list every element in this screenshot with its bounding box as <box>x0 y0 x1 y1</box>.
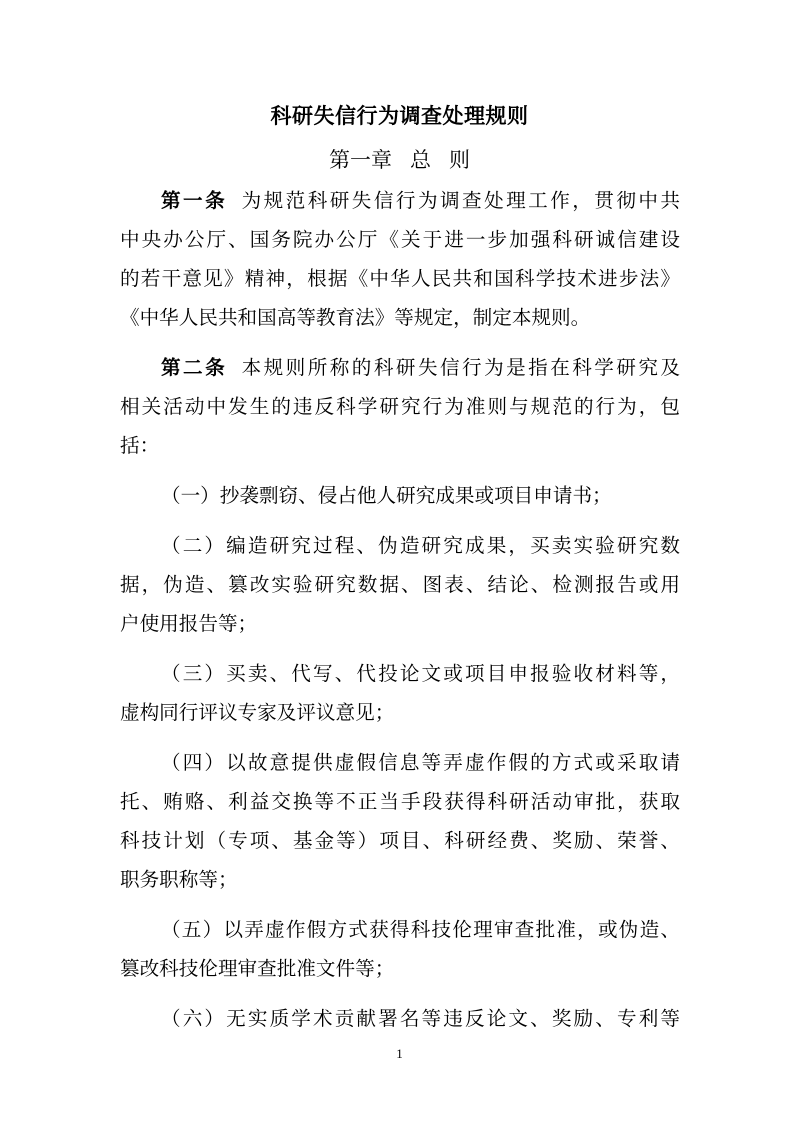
item-2-line-1: （二）编造研究过程、伪造研究成果，买卖实验研究数 <box>161 534 680 557</box>
chapter-number: 第一章 <box>329 148 392 172</box>
item-4-line-1: （四）以故意提供虚假信息等弄虚作假的方式或采取请 <box>161 751 680 774</box>
item-4-line-4: 职务职称等； <box>120 868 238 891</box>
article-2-line-1: 第二条 本规则所称的科研失信行为是指在科学研究及 <box>161 356 681 379</box>
item-5-line-2: 篡改科技伦理审查批准文件等； <box>120 957 395 980</box>
item-3-line-1: （三）买卖、代写、代投论文或项目申报验收材料等， <box>161 662 680 685</box>
article-2-line-2: 相关活动中发生的违反科学研究行为准则与规范的行为，包 <box>120 395 680 418</box>
chapter-word-1: 总 <box>410 148 431 172</box>
item-6-line-1: （六）无实质学术贡献署名等违反论文、奖励、专利等 <box>161 1007 680 1030</box>
article-1-label: 第一条 <box>161 189 228 212</box>
item-2-line-2: 据，伪造、篡改实验研究数据、图表、结论、检测报告或用 <box>120 573 680 596</box>
article-1-line-2: 中央办公厅、国务院办公厅《关于进一步加强科研诚信建设 <box>120 228 680 251</box>
article-1-line-4: 《中华人民共和国高等教育法》等规定，制定本规则。 <box>120 306 591 329</box>
page-number: 1 <box>396 1046 403 1061</box>
article-2-line-3: 括： <box>120 434 160 457</box>
article-1-line-1: 第一条 为规范科研失信行为调查处理工作，贯彻中共 <box>161 189 681 212</box>
article-2-label: 第二条 <box>161 356 228 379</box>
item-1-line-1: （一）抄袭剽窃、侵占他人研究成果或项目申请书； <box>161 484 612 507</box>
article-1-line-3: 的若干意见》精神，根据《中华人民共和国科学技术进步法》 <box>120 267 680 290</box>
item-4-line-2: 托、贿赂、利益交换等不正当手段获得科研活动审批，获取 <box>120 790 680 813</box>
document-title: 科研失信行为调查处理规则 <box>270 103 529 128</box>
item-4-line-3: 科技计划（专项、基金等）项目、科研经费、奖励、荣誉、 <box>120 829 680 852</box>
chapter-heading <box>0 144 799 176</box>
item-3-line-2: 虚构同行评议专家及评议意见； <box>120 701 395 724</box>
chapter-word-2: 则 <box>449 148 470 172</box>
item-5-line-1: （五）以弄虚作假方式获得科技伦理审查批准，或伪造、 <box>161 918 680 941</box>
item-2-line-3: 户使用报告等； <box>120 612 258 635</box>
